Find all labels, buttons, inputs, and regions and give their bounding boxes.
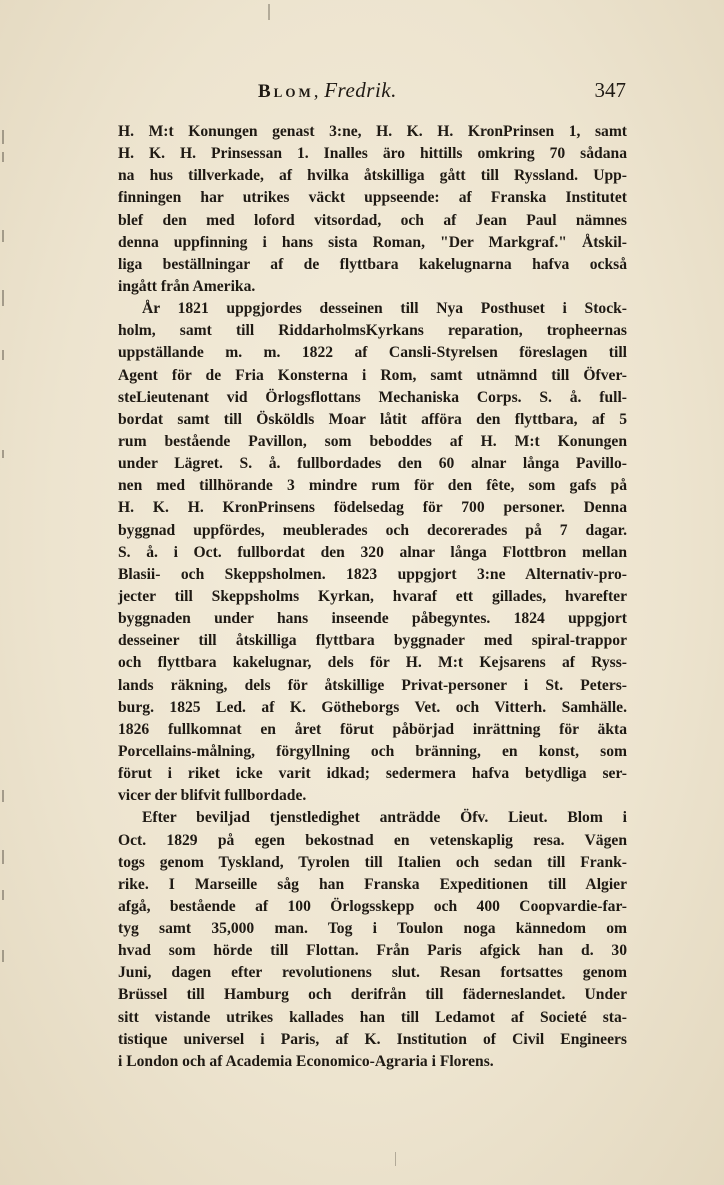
scan-artifact bbox=[268, 4, 270, 20]
running-head-separator: , bbox=[313, 81, 319, 102]
text-line: rike. I Marseille såg han Franska Expeditionen till Algier bbox=[118, 875, 627, 893]
text-line: H. K. H. Prinsessan 1. Inalles äro hittills omkring 70 sådana bbox=[118, 145, 627, 163]
text-line: och flyttbara kakelugnar, dels för H. M:t Kejsarens af Ryss- bbox=[118, 654, 627, 672]
text-line: under Lägret. S. å. fullbordades den 60 alnar långa Pavillo- bbox=[118, 455, 627, 473]
text-line: S. å. i Oct. fullbordat den 320 alnar långa Flottbron mellan bbox=[118, 543, 627, 561]
text-line: i London och af Academia Economico-Agraria i Florens. bbox=[118, 1052, 494, 1070]
text-line: År 1821 uppgjordes desseinen till Nya Posthuset i Stock- bbox=[142, 300, 627, 318]
text-line: desseiner till åtskilliga flyttbara byggnader med spiral-trappor bbox=[118, 632, 627, 650]
text-line: steLieutenant vid Örlogsflottans Mechaniska Corps. S. å. full- bbox=[118, 388, 627, 406]
text-line: tistique universel i Paris, af K. Institution of Civil Engineers bbox=[118, 1030, 627, 1048]
scan-artifact bbox=[395, 1152, 396, 1166]
text-line: rum bestående Pavillon, som beboddes af H. M:t Konungen bbox=[118, 432, 627, 450]
text-line: ingått från Amerika. bbox=[118, 277, 256, 295]
text-line: sitt vistande utrikes kallades han till Ledamot af Societé sta- bbox=[118, 1008, 627, 1026]
text-line: blef den med loford vitsordad, och af Jean Paul nämnes bbox=[118, 211, 627, 229]
text-line: H. M:t Konungen genast 3:ne, H. K. H. KronPrinsen 1, samt bbox=[118, 123, 627, 140]
text-line: bordat samt till Ösköldls Moar låtit afföra den flyttbara, af 5 bbox=[118, 410, 627, 428]
text-line: hvad som hörde till Flottan. Från Paris afgick han d. 30 bbox=[118, 942, 627, 960]
text-line: liga beställningar af de flyttbara kakelugnarna hafva också bbox=[118, 255, 627, 273]
text-line: förut i riket icke varit idkad; sedermera hafva betydliga ser- bbox=[118, 765, 627, 783]
text-line: byggnad uppfördes, meublerades och decorerades på 7 dagar. bbox=[118, 521, 627, 539]
text-line: lands räkning, dels för åtskillige Privat-personer i St. Peters- bbox=[118, 676, 627, 694]
text-line: Agent för de Fria Konsterna i Rom, samt utnämnd till Öfver- bbox=[118, 366, 627, 384]
text-line: byggnaden under hans inseende påbegyntes. 1824 uppgjort bbox=[118, 610, 627, 628]
page-number: 347 bbox=[594, 78, 626, 102]
running-head-surname: Blom bbox=[258, 81, 314, 102]
text-line: Blasii- och Skeppsholmen. 1823 uppgjort 3:ne Alternativ-pro- bbox=[118, 565, 627, 583]
text-line: holm, samt till RiddarholmsKyrkans reparation, tropheernas bbox=[118, 322, 627, 340]
gutter-marks bbox=[0, 90, 10, 990]
running-head-given-name: Fredrik. bbox=[324, 78, 397, 102]
text-line: H. K. H. KronPrinsens födelsedag för 700 personer. Denna bbox=[118, 499, 627, 517]
text-line: vicer der blifvit fullbordade. bbox=[118, 787, 307, 805]
text-line: 1826 fullkomnat en året förut påbörjad inrättning för äkta bbox=[118, 720, 627, 738]
text-line: uppställande m. m. 1822 af Cansli-Styrelsen föreslagen till bbox=[118, 344, 627, 362]
text-line: Oct. 1829 på egen bekostnad en vetenskaplig resa. Vägen bbox=[118, 831, 627, 849]
text-line: togs genom Tyskland, Tyrolen till Italien och sedan till Frank- bbox=[118, 853, 627, 871]
text-line: Efter beviljad tjenstledighet anträdde Öfv. Lieut. Blom i bbox=[142, 809, 627, 827]
text-line: Porcellains-målning, förgyllning och bränning, en konst, som bbox=[118, 742, 627, 760]
text-line: afgå, bestående af 100 Örlogsskepp och 400 Coopvardie-far- bbox=[118, 897, 627, 915]
text-line: na hus tillverkade, af hvilka åtskilliga gått till Ryssland. Upp- bbox=[118, 167, 627, 185]
page-header bbox=[118, 78, 626, 108]
text-line: burg. 1825 Led. af K. Götheborgs Vet. och Vitterh. Samhälle. bbox=[118, 698, 627, 716]
text-line: finningen har utrikes väckt uppseende: af Franska Institutet bbox=[118, 189, 627, 207]
text-line: nen med tillhörande 3 mindre rum för den fête, som gafs på bbox=[118, 477, 627, 495]
text-line: denna uppfinning i hans sista Roman, "Der Markgraf." Åtskil- bbox=[118, 233, 627, 251]
text-line: tyg samt 35,000 man. Tog i Toulon noga kännedom om bbox=[118, 920, 627, 938]
body-text bbox=[118, 121, 627, 1073]
text-line: Brüssel till Hamburg och derifrån till fäderneslandet. Under bbox=[118, 986, 627, 1004]
text-line: jecter till Skeppsholms Kyrkan, hvaraf ett gillades, hvarefter bbox=[118, 587, 627, 605]
text-line: Juni, dagen efter revolutionens slut. Resan fortsattes genom bbox=[118, 964, 627, 982]
running-head bbox=[258, 78, 397, 103]
